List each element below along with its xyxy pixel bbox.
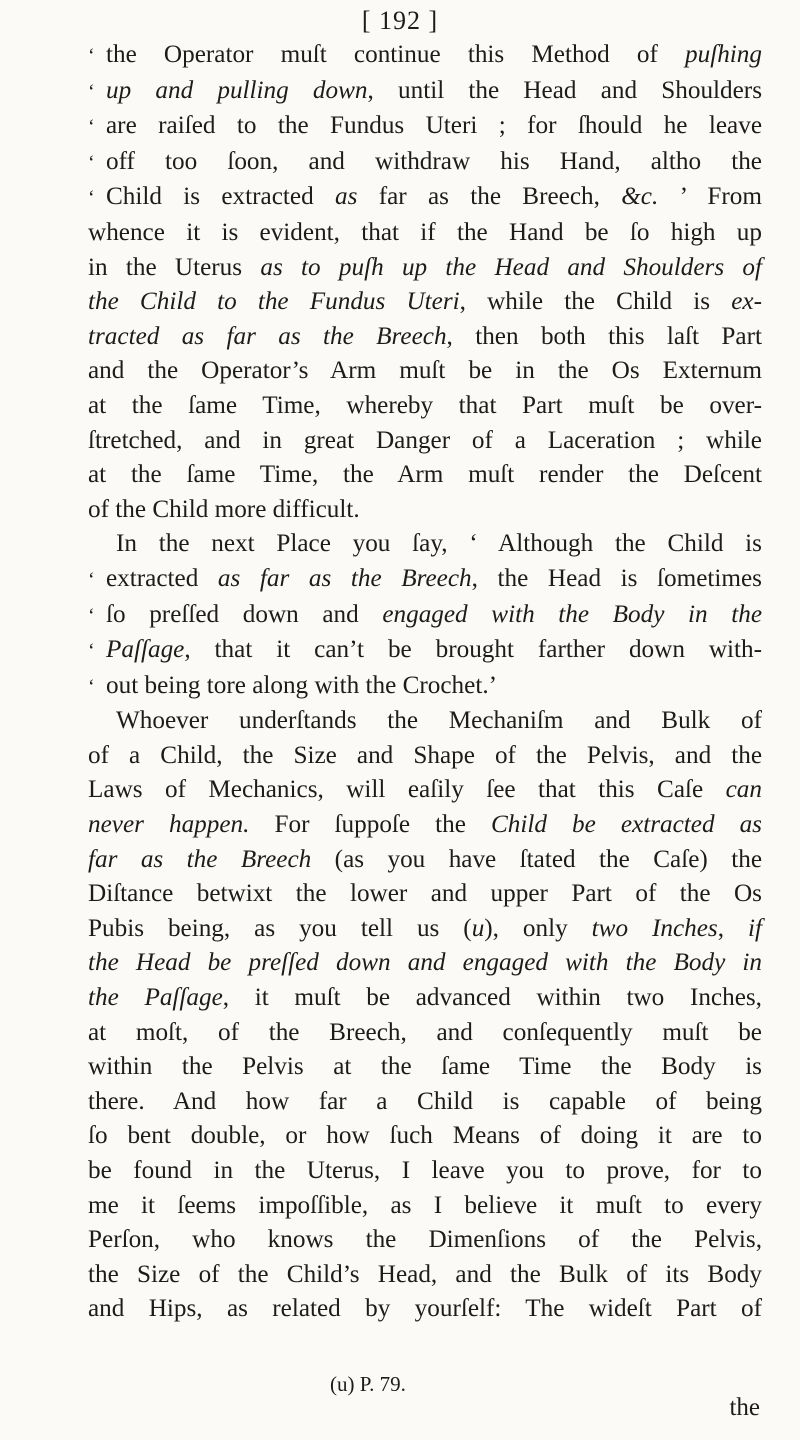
- roman-text: at moſt, of the Breech, and conſequently muſt be: [88, 1018, 762, 1046]
- roman-text: In the next Place you ſay, ‘ Although the Child is: [116, 530, 762, 558]
- text-line: [88, 527, 762, 562]
- text-line: [88, 109, 762, 145]
- italic-text: the Paſſage: [88, 984, 223, 1012]
- italic-text: two Inches: [591, 914, 718, 942]
- roman-text: ſtretched, and in great Danger of a Laceration ; while: [88, 426, 762, 454]
- roman-text: be found in the Uterus, I leave you to prove, for to: [88, 1157, 762, 1184]
- roman-text: , it muſt be advanced within two Inches,: [222, 984, 762, 1012]
- text-line: [88, 216, 762, 251]
- text-line: [88, 1223, 762, 1258]
- roman-text: at the ſame Time, whereby that Part muſt be over-: [88, 391, 762, 419]
- text-line: [88, 808, 762, 843]
- roman-text: at the ſame Time, the Arm muſt render the Deſcent: [88, 461, 762, 489]
- roman-text: there. And how far a Child is capable of being: [88, 1087, 762, 1115]
- italic-text: if: [748, 914, 762, 942]
- text-line: [88, 1119, 762, 1154]
- text-line: [88, 458, 762, 493]
- roman-text: in the Uterus: [88, 253, 261, 281]
- text-line: [88, 773, 762, 808]
- text-line: [88, 251, 762, 286]
- text-line: [88, 1154, 762, 1189]
- italic-text: the Head be preſſed down and engaged with the Body in: [88, 949, 762, 977]
- italic-text: engaged with the Body in the: [382, 600, 763, 628]
- text-line: [88, 354, 762, 389]
- text-line: [88, 843, 762, 878]
- roman-text: and the Operator’s Arm muſt be in the Os Externum: [88, 357, 762, 385]
- roman-text: , while the Child is: [459, 288, 732, 316]
- italic-text: as to puſh up the Head and Shoulders of: [260, 253, 763, 281]
- text-line: [88, 598, 762, 634]
- text-line: [88, 285, 762, 320]
- quote-mark: ‘: [88, 187, 95, 210]
- roman-text: Child is extracted: [106, 183, 335, 211]
- text-line: [88, 1016, 762, 1051]
- body-text: [88, 38, 762, 1327]
- italic-text: the Child to the Fundus Uteri: [88, 288, 460, 316]
- roman-text: Perſon, who knows the Dimenſions of the Pelvis,: [88, 1226, 762, 1254]
- text-line: [88, 981, 762, 1016]
- roman-text: of the Child more difficult.: [88, 495, 360, 523]
- italic-text: as: [334, 183, 358, 211]
- quote-mark: ‘: [88, 640, 95, 663]
- text-line: [88, 1050, 762, 1085]
- roman-text: (as you have ſtated the Caſe) the: [311, 845, 762, 873]
- roman-text: Diſtance betwixt the lower and upper Part of the Os: [88, 880, 762, 908]
- roman-text: and Hips, as related by yourſelf: The wideſt Part of: [88, 1295, 762, 1323]
- text-line: [88, 1292, 762, 1327]
- text-line: [88, 320, 762, 355]
- roman-text: out being tore along with the Crochet.’: [106, 671, 498, 699]
- text-line: [88, 424, 762, 459]
- italic-text: Paſſage: [106, 636, 185, 664]
- quote-mark: ‘: [88, 45, 95, 67]
- roman-text: off too ſoon, and withdraw his Hand, altho the: [106, 147, 762, 175]
- text-line: [88, 493, 762, 528]
- text-line: [88, 1258, 762, 1293]
- roman-text: ’ From: [658, 183, 762, 211]
- italic-text: u: [471, 914, 485, 942]
- text-line: [88, 1189, 762, 1224]
- roman-text: are raiſed to the Fundus Uteri ; for ſhould he leave: [106, 112, 762, 140]
- text-line: [88, 704, 762, 739]
- roman-text: whence it is evident, that if the Hand be ſo high up: [88, 218, 762, 246]
- italic-text: puſhing: [685, 41, 762, 68]
- italic-text: up and pulling down: [106, 76, 368, 104]
- quote-mark: ‘: [88, 568, 95, 591]
- roman-text: ſo bent double, or how ſuch Means of doing it are to: [88, 1122, 762, 1150]
- italic-text: far as the Breech: [88, 845, 312, 873]
- text-line: [88, 739, 762, 774]
- roman-text: ſo preſſed down and: [106, 600, 383, 628]
- roman-text: far as the Breech,: [357, 183, 622, 211]
- roman-text: the Size of the Child’s Head, and the Bulk of its Body: [88, 1260, 762, 1288]
- italic-text: ex-: [731, 288, 762, 316]
- quote-mark: ‘: [88, 604, 95, 627]
- roman-text: , then both this laſt Part: [446, 322, 762, 350]
- text-line: [88, 633, 762, 669]
- text-line: [88, 946, 762, 981]
- text-line: [88, 669, 762, 705]
- text-line: [88, 38, 762, 74]
- text-line: [88, 180, 762, 216]
- roman-text: , that it can’t be brought farther down with-: [184, 636, 762, 664]
- quote-mark: ‘: [88, 151, 95, 174]
- text-line: [88, 562, 762, 598]
- quote-mark: ‘: [88, 675, 95, 698]
- roman-text: ), only: [484, 914, 592, 942]
- roman-text: ,: [717, 914, 748, 942]
- roman-text: Pubis being, as you tell us (: [88, 914, 472, 942]
- text-line: [88, 912, 762, 947]
- catchword: the: [729, 1394, 760, 1421]
- italic-text: as far as the Breech: [217, 564, 472, 592]
- italic-text: can: [725, 776, 762, 804]
- text-line: [88, 1085, 762, 1120]
- roman-text: within the Pelvis at the ſame Time the Body is: [88, 1053, 762, 1081]
- italic-text: never happen.: [88, 811, 250, 839]
- roman-text: of a Child, the Size and Shape of the Pelvis, and the: [88, 741, 762, 769]
- text-line: [88, 145, 762, 181]
- text-line: [88, 877, 762, 912]
- page-number: [ 192 ]: [361, 6, 439, 35]
- italic-text: &c.: [621, 183, 659, 211]
- roman-text: For ſuppoſe the: [249, 811, 491, 839]
- roman-text: Laws of Mechanics, will eaſily ſee that this Caſe: [88, 776, 726, 804]
- quote-mark: ‘: [88, 80, 95, 103]
- italic-text: Child be extracted as: [490, 811, 762, 839]
- italic-text: tracted as far as the Breech: [88, 322, 447, 350]
- roman-text: extracted: [106, 564, 218, 592]
- roman-text: , the Head is ſometimes: [471, 564, 762, 592]
- roman-text: me it ſeems impoſſible, as I believe it muſt to every: [88, 1191, 762, 1219]
- quote-mark: ‘: [88, 116, 95, 139]
- roman-text: , until the Head and Shoulders: [367, 76, 763, 104]
- footnote: (u) P. 79.: [330, 1372, 406, 1396]
- text-line: [88, 74, 762, 110]
- roman-text: the Operator muſt continue this Method of: [106, 41, 686, 68]
- roman-text: Whoever underſtands the Mechaniſm and Bulk of: [116, 707, 762, 735]
- text-line: [88, 389, 762, 424]
